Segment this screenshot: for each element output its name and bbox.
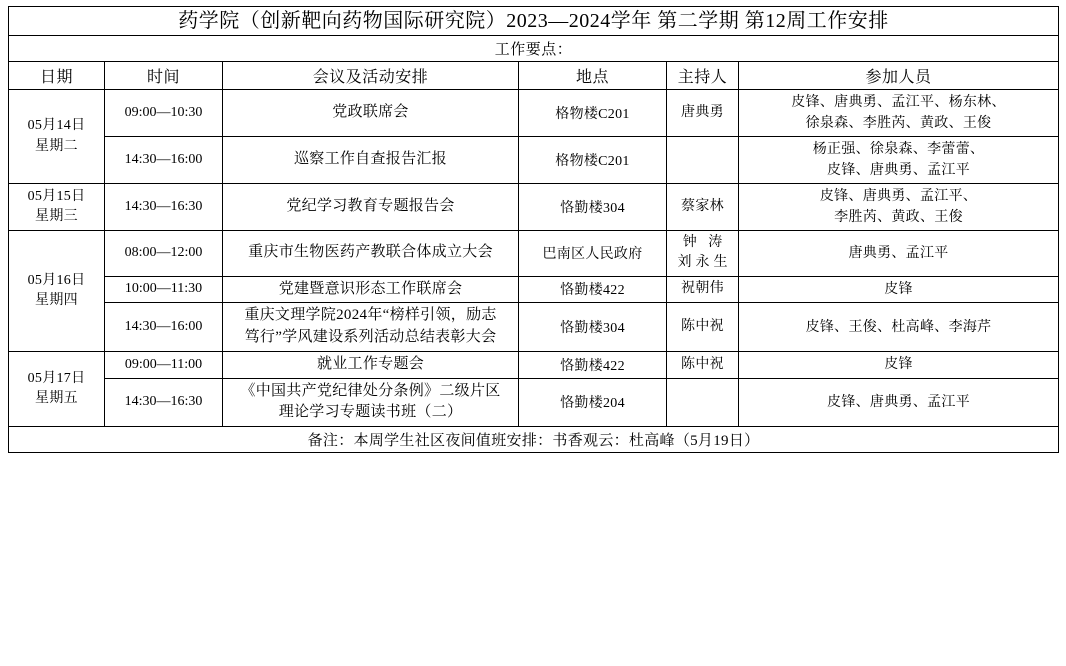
meeting-cell: [223, 184, 519, 231]
meeting-line1: 党政联席会: [332, 104, 409, 121]
meeting-cell: [223, 351, 519, 378]
date-line1: 05月14日: [27, 118, 86, 134]
meeting-line1: 党建暨意识形态工作联席会: [278, 280, 463, 297]
column-header-host: 主持人: [667, 62, 739, 90]
date-line2: 星期四: [35, 292, 78, 308]
host-line1: 钟 涛: [682, 235, 727, 250]
meeting-line1: 重庆市生物医药产教联合体成立大会: [248, 244, 493, 261]
date-line1: 05月17日: [27, 370, 86, 386]
meeting-line2: 笃行”学风建设系列活动总结表彰大会: [244, 329, 497, 346]
time-cell: 14:30—16:00: [105, 137, 223, 184]
host-line1: 祝朝伟: [681, 281, 724, 297]
time-cell: 09:00—11:00: [105, 351, 223, 378]
column-header-date: 日期: [9, 62, 105, 90]
date-cell: [9, 351, 105, 426]
note-row: [9, 427, 1059, 453]
table-row: [9, 276, 1059, 303]
attendees-cell: [739, 276, 1059, 303]
date-line1: 05月15日: [27, 188, 86, 204]
date-line1: 05月16日: [27, 272, 86, 288]
keypoints-row: [9, 36, 1059, 62]
time-cell: 14:30—16:30: [105, 378, 223, 427]
weekly-schedule-table: [8, 6, 1059, 453]
place-cell: 格物楼C201: [519, 137, 667, 184]
table-row: [9, 231, 1059, 277]
keypoints-label: 工作要点：: [9, 36, 1059, 62]
host-cell: [667, 276, 739, 303]
time-cell: 09:00—10:30: [105, 90, 223, 137]
date-cell: [9, 184, 105, 231]
time-cell: 08:00—12:00: [105, 231, 223, 277]
host-line1: 蔡家林: [681, 198, 724, 214]
attendees-line2: 徐泉森、李胜芮、黄政、王俊: [805, 116, 992, 131]
date-line2: 星期二: [35, 138, 78, 154]
attendees-line1: 杨正强、徐泉森、李蕾蕾、: [812, 142, 985, 157]
attendees-cell: [739, 90, 1059, 137]
time-cell: 10:00—11:30: [105, 276, 223, 303]
meeting-line1: 党纪学习教育专题报告会: [286, 198, 455, 215]
attendees-line1: 皮锋、王俊、杜高峰、李海芹: [805, 319, 992, 335]
column-header-attendees: 参加人员: [739, 62, 1059, 90]
meeting-cell: [223, 378, 519, 427]
table-row: [9, 137, 1059, 184]
attendees-line2: 李胜芮、黄政、王俊: [834, 210, 963, 225]
attendees-line1: 唐典勇、孟江平: [848, 245, 949, 261]
meeting-line1: 巡察工作自查报告汇报: [293, 151, 447, 168]
host-cell: [667, 231, 739, 277]
place-cell: 恪勤楼204: [519, 378, 667, 427]
meeting-cell: [223, 303, 519, 352]
host-cell: [667, 137, 739, 184]
footer-note: 备注：本周学生社区夜间值班安排：书香观云：杜高峰（5月19日）: [9, 427, 1059, 453]
host-line2: 刘永生: [677, 255, 732, 271]
column-header-place: 地点: [519, 62, 667, 90]
host-cell: [667, 90, 739, 137]
attendees-line1: 皮锋、唐典勇、孟江平、杨东林、: [791, 95, 1006, 110]
attendees-cell: [739, 184, 1059, 231]
attendees-cell: [739, 351, 1059, 378]
meeting-cell: [223, 276, 519, 303]
host-line1: 陈中祝: [681, 356, 724, 372]
host-cell: [667, 184, 739, 231]
host-cell: [667, 378, 739, 427]
table-row: [9, 378, 1059, 427]
table-header-row: [9, 62, 1059, 90]
date-cell: [9, 90, 105, 184]
table-row: [9, 351, 1059, 378]
place-cell: 格物楼C201: [519, 90, 667, 137]
attendees-cell: [739, 231, 1059, 277]
attendees-cell: [739, 303, 1059, 352]
meeting-line1: 《中国共产党纪律处分条例》二级片区: [240, 382, 501, 399]
column-header-meeting: 会议及活动安排: [223, 62, 519, 90]
meeting-cell: [223, 231, 519, 277]
place-cell: 恪勤楼422: [519, 351, 667, 378]
table-row: [9, 90, 1059, 137]
meeting-line2: 理论学习专题读书班（二）: [278, 404, 463, 421]
attendees-line2: 皮锋、唐典勇、孟江平: [827, 163, 971, 178]
meeting-line1: 重庆文理学院2024年“榜样引领，励志: [244, 307, 497, 324]
place-cell: 巴南区人民政府: [519, 231, 667, 277]
host-line1: 陈中祝: [681, 318, 724, 334]
attendees-line1: 皮锋: [884, 281, 913, 297]
place-cell: 恪勤楼304: [519, 184, 667, 231]
date-line2: 星期五: [35, 390, 78, 406]
table-row: [9, 184, 1059, 231]
host-line1: 唐典勇: [681, 104, 724, 120]
host-cell: [667, 303, 739, 352]
host-cell: [667, 351, 739, 378]
column-header-time: 时间: [105, 62, 223, 90]
attendees-cell: [739, 137, 1059, 184]
time-cell: 14:30—16:00: [105, 303, 223, 352]
table-row: [9, 303, 1059, 352]
date-line2: 星期三: [35, 209, 78, 224]
attendees-cell: [739, 378, 1059, 427]
date-cell: [9, 231, 105, 352]
attendees-line1: 皮锋: [884, 357, 913, 373]
page-title: 药学院（创新靶向药物国际研究院）2023—2024学年 第二学期 第12周工作安排: [9, 7, 1059, 36]
meeting-cell: [223, 90, 519, 137]
title-row: [9, 7, 1059, 36]
meeting-cell: [223, 137, 519, 184]
place-cell: 恪勤楼422: [519, 276, 667, 303]
place-cell: 恪勤楼304: [519, 303, 667, 352]
attendees-line1: 皮锋、唐典勇、孟江平: [827, 394, 971, 410]
meeting-line1: 就业工作专题会: [316, 355, 425, 372]
attendees-line1: 皮锋、唐典勇、孟江平、: [819, 189, 978, 204]
time-cell: 14:30—16:30: [105, 184, 223, 231]
